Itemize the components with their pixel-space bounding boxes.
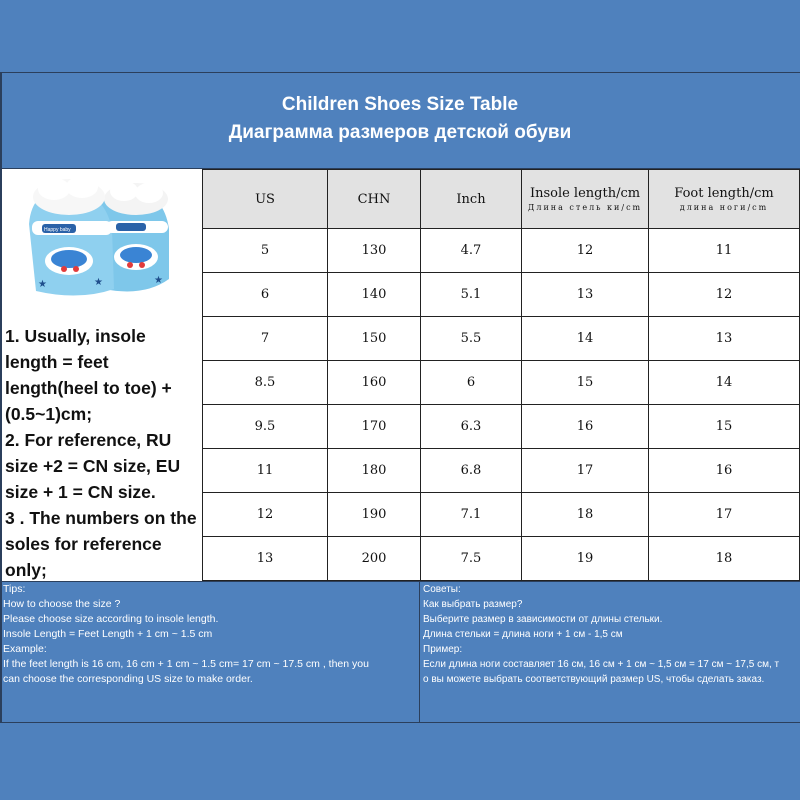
table-cell: 17 (522, 449, 649, 493)
table-cell: 180 (328, 449, 421, 493)
size-table-header-row (203, 170, 800, 229)
table-row (203, 493, 800, 537)
header-insole-length: Insole length/cm Длина стель ки/cm (522, 170, 649, 229)
table-cell: 19 (522, 537, 649, 581)
table-cell: 8.5 (203, 361, 328, 405)
svg-text:★: ★ (94, 277, 103, 288)
table-cell: 7.1 (421, 493, 522, 537)
title-english: Children Shoes Size Table (281, 94, 519, 115)
tips-english (3, 582, 417, 722)
table-cell: 5 (203, 229, 328, 273)
table-cell: 200 (328, 537, 421, 581)
tip-line: Выберите размер в зависимости от длины стельки. (423, 614, 663, 625)
table-cell: 16 (522, 405, 649, 449)
header-inch: Inch (421, 170, 522, 229)
tips-russian (423, 582, 798, 722)
table-cell: 5.1 (421, 273, 522, 317)
table-cell: 140 (328, 273, 421, 317)
table-cell: 15 (649, 405, 800, 449)
tip-line: Example: (3, 643, 47, 655)
table-cell: 13 (649, 317, 800, 361)
table-cell: 160 (328, 361, 421, 405)
table-cell: 16 (649, 449, 800, 493)
left-panel (2, 169, 202, 581)
table-cell: 6 (421, 361, 522, 405)
note-1: 1. Usually, insole length = feet length(heel to toe) + (0.5~1)cm; (5, 326, 177, 424)
tip-line: Длина стельки = длина ноги + 1 см - 1,5 см (423, 629, 623, 640)
tip-line: Советы: (423, 584, 461, 595)
baby-shoes-image (24, 169, 174, 299)
table-cell: 9.5 (203, 405, 328, 449)
tip-line: If the feet length is 16 cm, 16 cm + 1 cm ~ 1.5 cm= 17 cm ~ 17.5 cm , then you (3, 658, 369, 670)
table-cell: 11 (649, 229, 800, 273)
table-row (203, 317, 800, 361)
notes (5, 323, 201, 583)
svg-text:★: ★ (154, 275, 163, 286)
title-area (0, 72, 800, 169)
table-cell: 170 (328, 405, 421, 449)
tip-line: Если длина ноги составляет 16 см, 16 см + 1 см ~ 1,5 см = 17 см ~ 17,5 см, т (423, 659, 780, 670)
table-cell: 17 (649, 493, 800, 537)
table-cell: 130 (328, 229, 421, 273)
table-cell: 18 (522, 493, 649, 537)
table-cell: 150 (328, 317, 421, 361)
table-row (203, 449, 800, 493)
size-table (202, 169, 800, 581)
frame-bottom-border (0, 722, 800, 723)
table-cell: 15 (522, 361, 649, 405)
tip-line: can choose the corresponding US size to make order. (3, 673, 253, 685)
header-us: US (203, 170, 328, 229)
table-cell: 190 (328, 493, 421, 537)
note-3: 3 . The numbers on the soles for reference only; (5, 508, 202, 580)
tip-line: Tips: (3, 583, 26, 595)
table-cell: 13 (522, 273, 649, 317)
table-cell: 6.8 (421, 449, 522, 493)
table-cell: 12 (522, 229, 649, 273)
tip-line: Как выбрать размер? (423, 599, 523, 610)
note-2: 2. For reference, RU size +2 = CN size, EU size + 1 = CN size. (5, 430, 185, 502)
table-cell: 4.7 (421, 229, 522, 273)
title-russian: Диаграмма размеров детской обуви (228, 122, 572, 143)
table-cell: 7.5 (421, 537, 522, 581)
table-cell: 6.3 (421, 405, 522, 449)
tip-line: Please choose size according to insole length. (3, 613, 219, 625)
table-row (203, 229, 800, 273)
svg-text:★: ★ (38, 279, 47, 290)
table-cell: 12 (203, 493, 328, 537)
table-cell: 11 (203, 449, 328, 493)
tip-line: о вы можете выбрать соответствующий размер US, чтобы сделать заказ. (423, 674, 765, 685)
table-row (203, 361, 800, 405)
table-row (203, 405, 800, 449)
table-cell: 7 (203, 317, 328, 361)
table-row (203, 273, 800, 317)
tip-line: Insole Length = Feet Length + 1 cm ~ 1.5 cm (3, 628, 213, 640)
table-cell: 6 (203, 273, 328, 317)
table-cell: 14 (649, 361, 800, 405)
header-chn: CHN (328, 170, 421, 229)
table-cell: 5.5 (421, 317, 522, 361)
tip-line: How to choose the size ? (3, 598, 121, 610)
shoe-label: Happy baby (44, 227, 71, 233)
table-cell: 14 (522, 317, 649, 361)
table-cell: 13 (203, 537, 328, 581)
tip-line: Пример: (423, 644, 463, 655)
header-foot-length: Foot length/cm длина ноги/cm (649, 170, 800, 229)
table-cell: 12 (649, 273, 800, 317)
table-row (203, 537, 800, 581)
tips-divider (419, 582, 420, 722)
table-cell: 18 (649, 537, 800, 581)
